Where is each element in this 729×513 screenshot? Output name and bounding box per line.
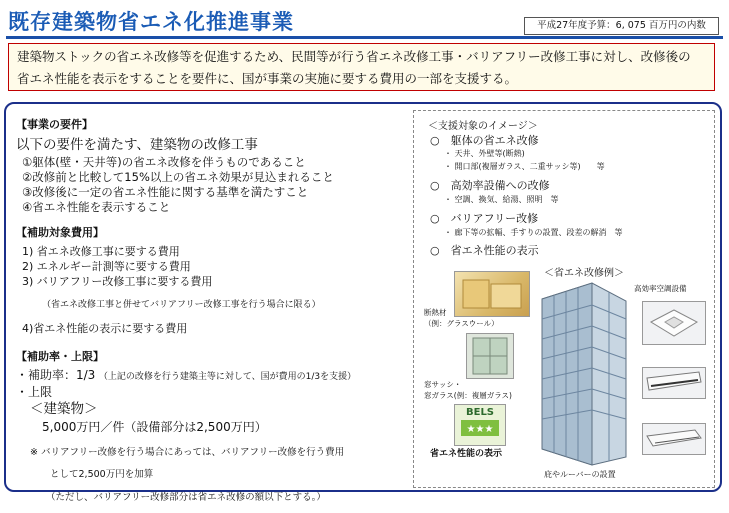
limit-note: として2,500万円を加算	[50, 469, 154, 480]
building-illustration	[522, 279, 632, 469]
support-item-sub: ・ 開口部(複層ガラス、二重サッシ等) 等	[444, 162, 605, 171]
support-item-title: ○ 高効率設備への改修	[430, 179, 550, 192]
budget-box: 平成27年度予算：6, 075 百万円の内数	[524, 17, 719, 35]
bels-label-image	[454, 404, 506, 446]
support-item-sub: ・ 天井、外壁等(断熱)	[444, 149, 525, 158]
bels-star-icon	[455, 418, 505, 440]
requirement-item: ③改修後に一定の省エネ性能に関する基準を満たすこと	[22, 185, 309, 199]
summary-line-2: 省エネ性能を表示をすることを要件に、国が事業の実施に要する費用の一部を支援する。	[17, 71, 518, 86]
hvac-ceiling-cassette	[642, 301, 706, 345]
ceiling-cassette-icon	[643, 302, 705, 344]
rate-heading: 【補助率・上限】	[16, 350, 104, 363]
main-panel	[4, 102, 722, 503]
requirement-item: ②改修前と比較して15%以上の省エネ効果が見込まれること	[22, 170, 334, 184]
support-item-sub: ・ 空調、換気、給湯、照明 等	[444, 195, 559, 204]
limit-label: ・上限	[16, 385, 53, 399]
hvac-ceiling-unit	[642, 423, 706, 455]
support-item-title: ○ バリアフリー改修	[430, 212, 539, 225]
limit-note: （ただし、バリアフリー改修部分は省エネ改修の額以下とする。）	[46, 491, 326, 503]
cost-item: 1) 省エネ改修工事に要する費用	[22, 245, 180, 258]
support-image-area	[413, 110, 715, 488]
requirements-heading: 【事業の要件】	[16, 118, 93, 131]
summary-box	[8, 43, 715, 91]
window-sash-icon	[467, 334, 513, 378]
requirement-item: ①躯体(壁・天井等)の省エネ改修を伴うものであること	[22, 155, 306, 169]
costs-heading: 【補助対象費用】	[16, 226, 104, 239]
ceiling-unit-icon	[643, 424, 705, 454]
hvac-wall-unit	[642, 367, 706, 399]
rate-label: ・補助率：1/3	[16, 368, 96, 382]
left-column	[16, 112, 406, 513]
requirements-lead: 以下の要件を満たす、建築物の改修工事	[16, 137, 258, 153]
summary-line-1: 建築物ストックの省エネ改修等を促進するため、民間等が行う省エネ改修工事・バリアフリー改修工事に対し、改修後の	[17, 49, 691, 64]
display-label: 省エネ性能の表示	[430, 449, 503, 459]
cost-item: 3) バリアフリー改修工事に要する費用	[22, 275, 213, 288]
support-item-title: ○ 省エネ性能の表示	[430, 244, 539, 257]
support-heading: ＜支援対象のイメージ＞	[428, 121, 538, 132]
page-title: 既存建築物省エネ化推進事業	[8, 10, 294, 34]
window-label: 窓サッシ・	[424, 380, 462, 389]
window-label: 窓ガラス(例：複層ガラス)	[424, 391, 512, 400]
louver-label: 庇やルーバーの設置	[544, 470, 616, 479]
bels-logo: BELS	[465, 407, 495, 418]
support-item-title: ○ 躯体の省エネ改修	[430, 134, 539, 147]
cost-note: （省エネ改修工事と併せてバリアフリー改修工事を行う場合に限る）	[42, 300, 321, 310]
rate-note: （上記の改修を行う建築主等に対して、国が費用の1/3を支援）	[98, 372, 357, 382]
hvac-label: 高効率空調設備	[634, 284, 687, 293]
limit-note: ※ バリアフリー改修を行う場合にあっては、バリアフリー改修を行う費用	[30, 446, 345, 458]
title-underline	[6, 36, 723, 39]
requirement-item: ④省エネ性能を表示すること	[22, 200, 171, 214]
insulation-label: 断熱材	[424, 308, 447, 317]
building-label: ＜建築物＞	[30, 401, 98, 417]
example-label: ＜省エネ改修例＞	[544, 268, 624, 279]
insulation-sub-label: （例：グラスウール）	[424, 319, 499, 328]
support-item-sub: ・ 廊下等の拡幅、手すりの設置、段差の解消 等	[444, 228, 623, 237]
window-image	[466, 333, 514, 379]
insulation-image	[454, 271, 530, 317]
cost-item: 2) エネルギー計測等に要する費用	[22, 260, 191, 273]
cost-item: 4)省エネ性能の表示に要する費用	[22, 322, 188, 335]
svg-text:★★★: ★★★	[466, 424, 494, 435]
insulation-roll-icon	[455, 272, 529, 316]
rate-line	[16, 368, 406, 385]
limit-amount: 5,000万円／件（設備部分は2,500万円）	[42, 420, 267, 434]
wall-unit-icon	[643, 368, 705, 398]
